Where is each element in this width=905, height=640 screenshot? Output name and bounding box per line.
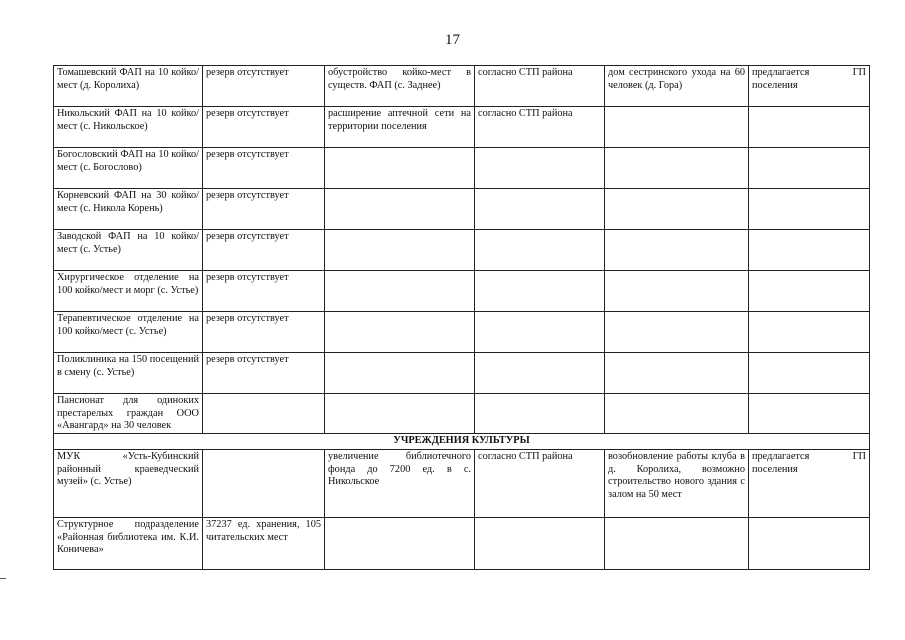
- reserve-cell: резерв отсутствует: [203, 189, 325, 230]
- section-title: УЧРЕЖДЕНИЯ КУЛЬТУРЫ: [54, 434, 870, 450]
- proposal-cell: [605, 230, 749, 271]
- proposal-cell: [605, 518, 749, 570]
- reserve-cell: резерв отсутствует: [203, 148, 325, 189]
- basis-cell: [475, 189, 605, 230]
- proposal-cell: [605, 271, 749, 312]
- table-row: [54, 518, 870, 570]
- responsible-cell: [749, 107, 870, 148]
- reserve-cell: резерв отсутствует: [203, 312, 325, 353]
- basis-cell: [475, 518, 605, 570]
- measures-cell: [325, 148, 475, 189]
- section-header-row: [54, 434, 870, 450]
- table-row: [54, 230, 870, 271]
- basis-cell: согласно СТП района: [475, 450, 605, 518]
- proposal-cell: [605, 148, 749, 189]
- responsible-cell: [749, 189, 870, 230]
- basis-cell: согласно СТП района: [475, 66, 605, 107]
- table-row: [54, 107, 870, 148]
- measures-cell: обустройство койко-мест в существ. ФАП (с. Заднее): [325, 66, 475, 107]
- measures-cell: [325, 230, 475, 271]
- basis-cell: [475, 148, 605, 189]
- responsible-cell: [749, 148, 870, 189]
- object-cell: Никольский ФАП на 10 койко/мест (с. Никольское): [54, 107, 203, 148]
- object-cell: Богословский ФАП на 10 койко/мест (с. Богослово): [54, 148, 203, 189]
- proposal-cell: [605, 189, 749, 230]
- measures-cell: [325, 189, 475, 230]
- responsible-cell: [749, 312, 870, 353]
- reserve-cell: [203, 394, 325, 434]
- measures-cell: [325, 312, 475, 353]
- measures-cell: [325, 353, 475, 394]
- measures-cell: [325, 394, 475, 434]
- reserve-cell: [203, 450, 325, 518]
- object-cell: Структурное подразделение «Районная библиотека им. К.И. Коничева»: [54, 518, 203, 570]
- measures-cell: увеличение библиотечного фонда до 7200 ед. в с. Никольское: [325, 450, 475, 518]
- responsible-cell: [749, 353, 870, 394]
- object-cell: Томашевский ФАП на 10 койко/мест (д. Королиха): [54, 66, 203, 107]
- responsible-cell: предлагается ГП поселения: [749, 66, 870, 107]
- basis-cell: [475, 394, 605, 434]
- responsible-cell: [749, 394, 870, 434]
- planning-table: [53, 65, 870, 570]
- responsible-cell: [749, 271, 870, 312]
- table-row: [54, 189, 870, 230]
- basis-cell: согласно СТП района: [475, 107, 605, 148]
- reserve-cell: резерв отсутствует: [203, 230, 325, 271]
- proposal-cell: [605, 353, 749, 394]
- table-row: [54, 312, 870, 353]
- reserve-cell: 37237 ед. хранения, 105 читательских мест: [203, 518, 325, 570]
- basis-cell: [475, 230, 605, 271]
- margin-mark: [0, 578, 6, 579]
- basis-cell: [475, 353, 605, 394]
- table-row: [54, 271, 870, 312]
- responsible-cell: [749, 518, 870, 570]
- object-cell: Корневский ФАП на 30 койко/мест (с. Никола Корень): [54, 189, 203, 230]
- table-row: [54, 450, 870, 518]
- object-cell: Терапевтическое отделение на 100 койко/мест (с. Устье): [54, 312, 203, 353]
- proposal-cell: возобновление работы клуба в д. Королиха, возможно строительство нового здания с залом на 50 мест: [605, 450, 749, 518]
- table-row: [54, 394, 870, 434]
- measures-cell: [325, 271, 475, 312]
- object-cell: Хирургическое отделение на 100 койко/мест и морг (с. Устье): [54, 271, 203, 312]
- table-row: [54, 353, 870, 394]
- object-cell: Поликлиника на 150 посещений в смену (с. Устье): [54, 353, 203, 394]
- responsible-cell: предлагается ГП поселения: [749, 450, 870, 518]
- proposal-cell: дом сестринского ухода на 60 человек (д. Гора): [605, 66, 749, 107]
- object-cell: МУК «Усть-Кубинский районный краеведческий музей» (с. Устье): [54, 450, 203, 518]
- reserve-cell: резерв отсутствует: [203, 271, 325, 312]
- page-number: 17: [445, 32, 460, 48]
- object-cell: Пансионат для одиноких престарелых граждан ООО «Авангард» на 30 человек: [54, 394, 203, 434]
- basis-cell: [475, 312, 605, 353]
- proposal-cell: [605, 394, 749, 434]
- reserve-cell: резерв отсутствует: [203, 353, 325, 394]
- proposal-cell: [605, 107, 749, 148]
- table-row: [54, 66, 870, 107]
- responsible-cell: [749, 230, 870, 271]
- table-row: [54, 148, 870, 189]
- measures-cell: [325, 518, 475, 570]
- reserve-cell: резерв отсутствует: [203, 107, 325, 148]
- reserve-cell: резерв отсутствует: [203, 66, 325, 107]
- basis-cell: [475, 271, 605, 312]
- proposal-cell: [605, 312, 749, 353]
- object-cell: Заводской ФАП на 10 койко/мест (с. Устье): [54, 230, 203, 271]
- measures-cell: расширение аптечной сети на территории поселения: [325, 107, 475, 148]
